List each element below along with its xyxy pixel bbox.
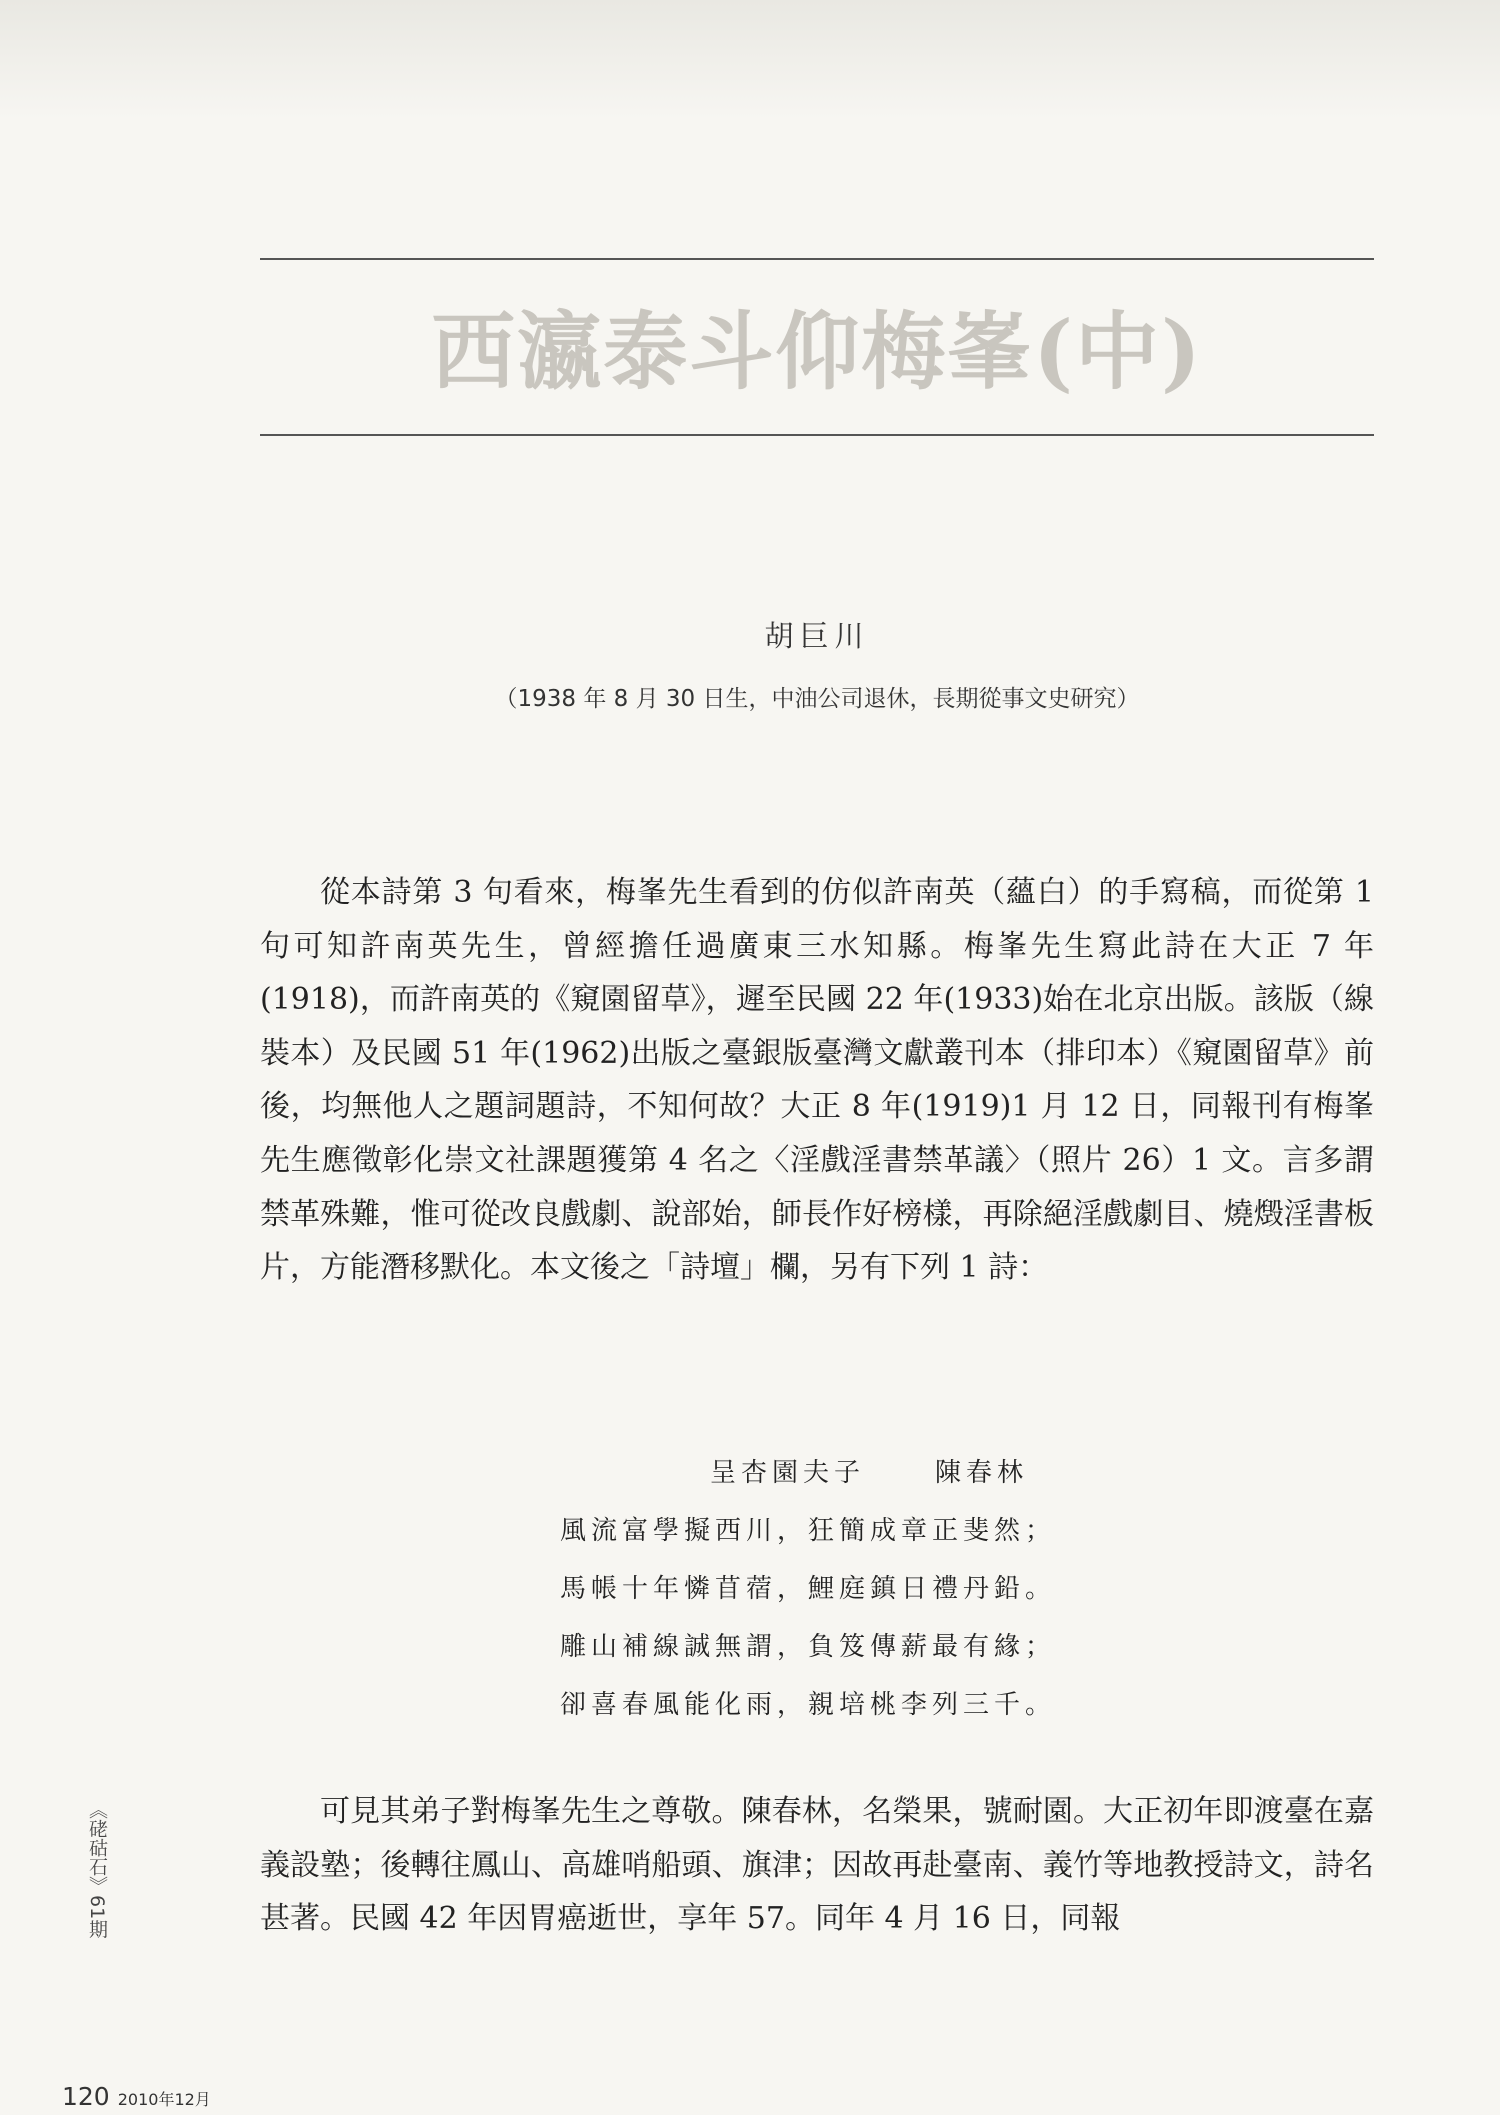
journal-side-label: 《硓𥑮石》61期: [86, 1800, 108, 1939]
page-footer: [62, 2082, 211, 2112]
article-title: 西瀛泰斗仰梅峯(中): [431, 302, 1203, 401]
poem-title: 呈杏園夫子: [710, 1458, 866, 1488]
poem-line: 風流富學擬西川，狂簡成章正斐然；: [560, 1516, 1057, 1546]
poem-line: 卻喜春風能化雨，親培桃李列三千。: [560, 1690, 1057, 1720]
poem-block: [560, 1444, 1120, 1734]
author-name: 胡巨川: [764, 619, 870, 653]
author-note: （1938 年 8 月 30 日生，中油公司退休，長期從事文史研究）: [494, 686, 1140, 712]
body-paragraph: 可見其弟子對梅峯先生之尊敬。陳春林，名榮果，號耐園。大正初年即渡臺在嘉義設塾；後轉往鳳山、高雄哨船頭、旗津；因故再赴臺南、義竹等地教授詩文，詩名甚著。民國 42 年因胃癌逝世，享年 57。同年 4 月 16 日，同報: [260, 1794, 1374, 1937]
issue-date: 2010年12月: [117, 2090, 211, 2109]
poem-heading: [560, 1444, 1120, 1502]
page-number: 120: [62, 2082, 110, 2111]
poem-line: 雕山補線誠無謂，負笈傳薪最有緣；: [560, 1632, 1057, 1662]
poem-poet: 陳春林: [935, 1458, 1029, 1488]
body-paragraph: 從本詩第 3 句看來，梅峯先生看到的仿似許南英（蘊白）的手寫稿，而從第 1 句可知許南英先生，曾經擔任過廣東三水知縣。梅峯先生寫此詩在大正 7 年(1918)，而許南英的《窺園留草》，遲至民國 22 年(1933)始在北京出版。該版（線裝本）及民國 51 年(1962)出版之臺銀版臺灣文獻叢刊本（排印本）《窺園留草》前後，均無他人之題詞題詩，不知何故？大正 8 年(1919)1 月 12 日，同報刊有梅峯先生應徵彰化崇文社課題獲第 4 名之〈淫戲淫書禁革議〉（照片 26）1 文。言多謂禁革殊難，惟可從改良戲劇、說部始，師長作好榜樣，再除絕淫戲劇目、燒燬淫書板片，方能潛移默化。本文後之「詩壇」欄，另有下列 1 詩：: [260, 875, 1374, 1286]
poem-line: 馬帳十年憐苜蓿，鯉庭鎮日禮丹鉛。: [560, 1574, 1057, 1604]
page-top-shade: [0, 0, 1500, 120]
title-rule-top: [260, 258, 1374, 260]
title-rule-bottom: [260, 434, 1374, 436]
